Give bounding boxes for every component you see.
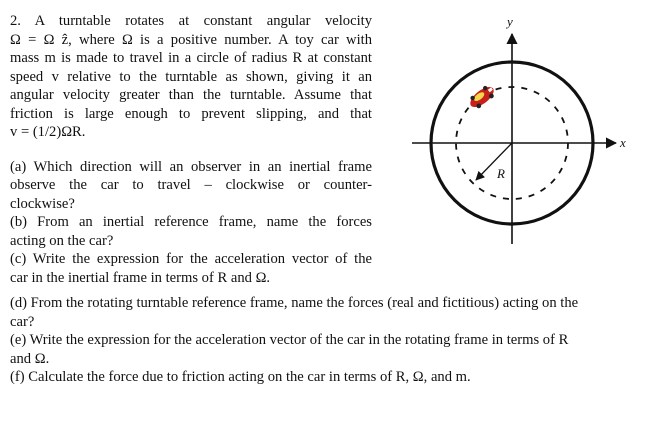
part-d-line: (d) From the rotating turntable reference frame, name the forces (real and fictitious) acting on the	[10, 295, 579, 311]
problem-left-column	[10, 12, 372, 287]
problem-wide-section	[10, 294, 640, 387]
intro-line: v = (1/2)ΩR.	[10, 124, 86, 140]
part-d-line: car?	[10, 313, 35, 330]
x-axis-label: x	[620, 135, 626, 150]
y-axis-label: y	[507, 14, 513, 29]
part-e-line: and Ω.	[10, 350, 50, 367]
radius-arrow	[476, 143, 512, 180]
turntable-svg	[410, 10, 650, 250]
intro-line: Ω = Ω ẑ, where Ω is a positive number. A toy car with	[10, 31, 372, 48]
part-f-line: (f) Calculate the force due to friction acting on the car in terms of R, Ω, and m.	[10, 369, 471, 385]
part-a-line: clockwise?	[10, 195, 75, 212]
part-c-line: (c) Write the expression for the acceleration vector of the	[10, 251, 372, 267]
part-a-line: observe the car to travel – clockwise or counter-	[10, 177, 372, 193]
part-b-line: (b) From an inertial reference frame, name the forces	[10, 214, 372, 230]
intro-line: angular velocity greater than the turntable. Assume that	[10, 87, 372, 103]
radius-label: R	[497, 166, 505, 181]
intro-line: mass m is made to travel in a circle of radius R at constant	[10, 50, 372, 66]
intro-line: speed v relative to the turntable as shown, giving it an	[10, 68, 372, 85]
part-e-line: (e) Write the expression for the acceleration vector of the car in the rotating frame in terms of R	[10, 332, 569, 348]
part-c-line: car in the inertial frame in terms of R and Ω.	[10, 269, 271, 286]
part-b-line: acting on the car?	[10, 232, 114, 249]
part-a-line: (a) Which direction will an observer in an inertial frame	[10, 158, 372, 175]
intro-line: 2. A turntable rotates at constant angular velocity	[10, 13, 372, 29]
intro-line: friction is large enough to prevent slipping, and that	[10, 105, 372, 122]
turntable-diagram	[410, 10, 650, 250]
toy-car-icon	[467, 83, 498, 112]
